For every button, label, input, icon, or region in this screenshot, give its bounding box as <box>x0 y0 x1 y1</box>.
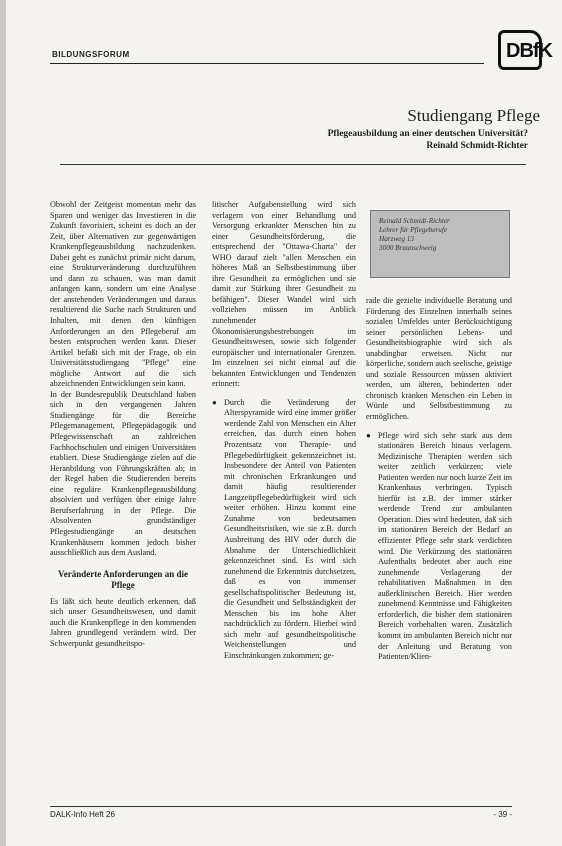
bullet-list <box>212 398 356 662</box>
page-number: - 39 - <box>493 810 512 819</box>
footer-source: DALK-Info Heft 26 <box>50 810 115 819</box>
paragraph: rade die gezielte individuelle Beratung und Förderung des Einzelnen innerhalb seines sozialen Umfeldes unter Berücksichtigung seiner persönlichen Lebens- und Gesundheitsbiographie wird sich als unabdingbar erweisen. Nicht nur körperliche, sondern auch seelische, geistige und soziale Ressourcen müssen aktiviert werden, um älteren, behinderten oder chronisch kranken Menschen ein Leben in Würde und Selbstbestimmung zu ermöglichen. <box>366 296 512 422</box>
dbfk-logo <box>496 28 552 72</box>
header-rule <box>50 63 484 64</box>
bullet-item: ● Durch die Veränderung der Alterspyramide wird eine immer größer werdende Zahl von Menschen ein Alter erreichen, das durch einen hohen Prozentsatz von Therapie- und Pflegebedürftigkeit gekennzeichnet ist. Insbesondere der Anteil von Patienten mit chronischen Erkrankungen und damit häufig resultierender Langzeitpflegebedürftigkeit wird sich weiter erhöhen. Hinzu kommt eine Zunahme von bedeutsamen Gesundheitsrisiken, wie sie z.B. durch Ausbreitung des HIV oder durch die Abnahme der Unterschiedlichkeit gekennzeichnet sind. Es wird sich zunehmend die Erkenntnis durchsetzen, daß es von immenser gesellschaftspolitischer Bedeutung ist, die Gesundheit und Selbständigkeit der Menschen bis ins hohe Alter nachdrücklich zu fördern. Hierbei wird sich mehr auf gesundheitspolitische Weichenstellungen und Einschränkungen zukommen; ge- <box>212 398 356 662</box>
author-info-box <box>370 210 510 278</box>
info-line: Harzweg 13 <box>379 235 414 243</box>
info-line: Lehrer für Pflegeberufe <box>379 226 448 234</box>
article-subtitle: Pflegeausbildung an einer deutschen Universität? <box>327 129 528 139</box>
column-3 <box>366 296 512 665</box>
section-label: BILDUNGSFORUM <box>52 50 130 59</box>
info-line: 3000 Braunschweig <box>379 244 437 252</box>
footer-rule <box>50 806 512 807</box>
article-author: Reinald Schmidt-Richter <box>426 141 528 151</box>
title-rule <box>60 164 526 165</box>
article-title: Studiengang Pflege <box>407 106 540 125</box>
paragraph: Es läßt sich heute deutlich erkennen, daß sich unser Gesundheitswesen, und damit auch die Krankenpflege in den kommenden Jahren grundlegend verändern wird. Der Schwerpunkt gesundheitspo- <box>50 596 196 648</box>
bullet-list <box>366 431 512 663</box>
page-edge <box>0 0 6 846</box>
column-1 <box>50 200 196 649</box>
bullet-item: ● Pflege wird sich sehr stark aus dem stationären Bereich hinaus verlagern. Medizinische Therapien werden sich weiter zeitlich verkürzen; viele Patienten werden nur noch kurze Zeit im Krankenhaus verbringen. Typisch hierfür ist z.B. der immer stärker werdende Trend zur ambulanten Operation. Dies wird bedeuten, daß sich im stationären Bereich der Bedarf an effizienter Pflege sehr stark verdichten wird. Die Verkürzung des stationären Aufenthalts bedeutet aber auch eine zunehmende Verlagerung der rehabilitativen Maßnahmen in den außerklinischen Bereich. Hier werden zunehmend Kenntnisse und Fähigkeiten erforderlich, die bisher dem stationären Bereich vorbehalten waren. Zusätzlich kommt im ambulanten Bereich nicht nur der Anleitung und Beratung von Patienten/Klien- <box>366 431 512 663</box>
paragraph: Obwohl der Zeitgeist momentan mehr das Sparen und weniger das Investieren in die Zukunft favorisiert, scheint es doch an der Zeit, über Alternativen zur gegenwärtigen Krankenpflegeausbildung nachzudenken. Dabei geht es zunächst primär nicht darum, eine Strukturveränderung durchzuführen und dann zu schauen, was man damit anfangen kann, sondern um eine Analyse der anstehenden Veränderungen und daraus resultierend die Suche nach Strukturen und Inhalten, mit denen den künftigen Anforderungen an den Pflegeberuf am besten entsprochen werden kann. Dieser Artikel befaßt sich mit der Frage, ob ein Universitätsstudiengang "Pflege" eine mögliche Antwort auf die sich abzeichnenden Entwicklungen sein kann. <box>50 200 196 389</box>
info-line: Reinald Schmidt-Richter <box>379 217 450 225</box>
logo-text: DBfK <box>506 40 552 62</box>
paragraph: litischer Aufgabenstellung wird sich verlagern von einer Behandlung und Versorgung erkrankter Menschen hin zu einer Gesundheitsförderung, die entsprechend der "Ottawa-Charta" der WHO darauf zielt "allen Menschen ein höheres Maß an Selbstbestimmung über ihre Gesundheit zu ermöglichen und sie damit zur Stärkung ihrer Gesundheit zu befähigen". Dieser Wandel wird sich vollziehen müssen im Anblick zunehmender Ökonomisierungsbestrebungen im Gesundheitswesen, sowie sich folgender europäischer und internationaler Grenzen. Im einzelnen sei nicht einmal auf die bekannten Entwicklungen und Tendenzen erinnert: <box>212 200 356 389</box>
section-heading: Veränderte Anforderungen an die Pflege <box>58 568 188 590</box>
column-2 <box>212 200 356 664</box>
paragraph: In der Bundesrepublik Deutschland haben sich in den vergangenen Jahren Studiengänge für die Bereiche Pflegemanagement, Pflegepädagogik und Pflegewissenschaft an zahlreichen Fachhochschulen und einigen Universitäten etabliert. Diese Studiengänge zielen auf die Heranbildung von Führungskräften ab; in der Regel haben die Studierenden bereits eine reguläre Krankenpflegeausbildung absolviert und verfügen über einige Jahre Berufserfahrung in der Pflege. Die Absolventen grundständiger Pflegestudiengänge an deutschen Krankenhäusern kommen jedoch bisher ausschließlich aus dem Ausland. <box>50 389 196 558</box>
